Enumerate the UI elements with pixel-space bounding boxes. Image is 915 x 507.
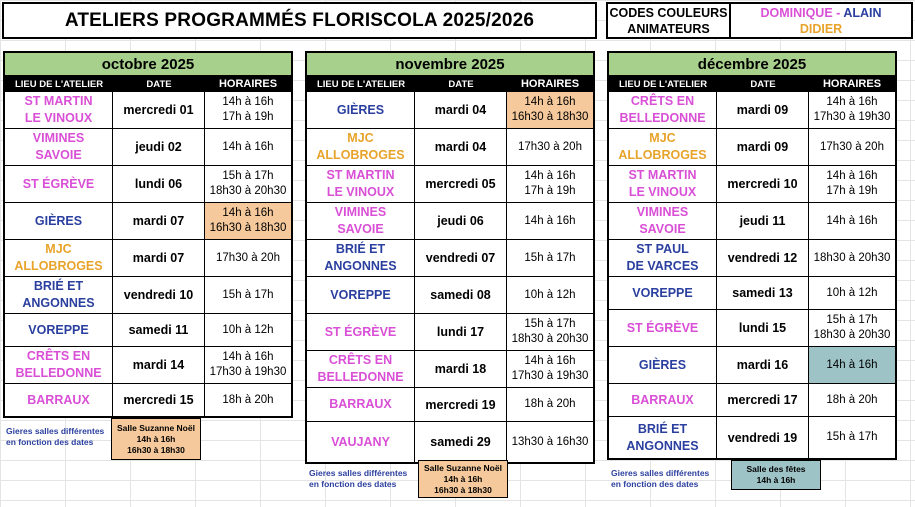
animator-name: - (832, 5, 844, 20)
date-cell: samedi 13 (717, 277, 809, 309)
hours-line: 18h30 à 20h30 (813, 329, 891, 341)
table-row (609, 384, 895, 417)
location-line: ALLOBROGES (14, 259, 103, 273)
room-note-line: 14h à 16h (756, 475, 796, 485)
location-cell (609, 417, 717, 458)
location-line: BARRAUX (329, 397, 392, 411)
location-line: SAVOIE (35, 148, 82, 162)
room-note-line: 16h30 à 18h30 (434, 484, 492, 495)
hours-cell (507, 203, 593, 239)
location-line: MJC (649, 131, 676, 145)
hours-line: 17h à 19h (222, 111, 274, 123)
date-cell: jeudi 11 (717, 203, 809, 239)
hours-line: 10h à 12h (524, 288, 576, 301)
hours-cell (809, 347, 895, 383)
date-cell: lundi 06 (113, 166, 205, 202)
location-cell (307, 203, 415, 239)
location-cell (5, 384, 113, 416)
table-row (307, 240, 593, 277)
location-line: DE VARCES (626, 259, 699, 273)
note-text-line: en fonction des dates (309, 479, 397, 489)
location-cell (5, 314, 113, 346)
hours-line: 14h à 16h (222, 351, 274, 363)
table-row (307, 129, 593, 166)
location-line: VIMINES (32, 131, 85, 145)
table-row (609, 277, 895, 310)
hours-line: 18h30 à 20h30 (511, 333, 589, 345)
column-header-lieu: LIEU DE L'ATELIER (618, 78, 708, 90)
note-text-line: Gieres salles différentes (309, 468, 408, 478)
hours-cell (809, 417, 895, 458)
animators-line1 (760, 5, 881, 21)
hours-line: 15h à 17h (826, 314, 878, 326)
location-line: ANGONNES (22, 296, 95, 310)
location-line: ST ÉGRÈVE (22, 176, 95, 191)
note-text (611, 468, 709, 490)
page-title: ATELIERS PROGRAMMÉS FLORISCOLA 2025/2026 (2, 2, 597, 39)
color-codes-label-line2: ANIMATEURS (627, 21, 710, 36)
column-header-lieu: LIEU DE L'ATELIER (316, 78, 406, 90)
hours-cell (507, 388, 593, 421)
hours-cell (809, 203, 895, 239)
location-line: VIMINES (334, 205, 387, 219)
hours-cell (507, 240, 593, 276)
hours-cell (809, 384, 895, 416)
note-text-line: en fonction des dates (611, 479, 699, 489)
hours-line: 17h à 19h (826, 185, 878, 197)
location-line: ST MARTIN (326, 168, 395, 182)
hours-line: 18h30 à 20h30 (209, 185, 287, 197)
table-row (5, 384, 291, 416)
location-line: MJC (347, 131, 374, 145)
month-table-novembre (305, 51, 595, 464)
location-cell (5, 347, 113, 383)
location-line: ANGONNES (324, 259, 397, 273)
location-line: CRÊTS EN (328, 353, 393, 367)
date-cell: mercredi 17 (717, 384, 809, 416)
location-line: SAVOIE (337, 222, 384, 236)
hours-cell (809, 166, 895, 202)
hours-line: 18h à 20h (222, 393, 274, 406)
hours-line: 14h à 16h (222, 140, 274, 153)
hours-cell (205, 314, 291, 346)
hours-line: 18h à 20h (524, 398, 576, 410)
location-cell (307, 351, 415, 387)
date-cell: mardi 18 (415, 351, 507, 387)
column-headers (307, 76, 593, 92)
location-cell (609, 203, 717, 239)
hours-cell (205, 347, 291, 383)
location-line: ALLOBROGES (316, 148, 405, 162)
column-header-date: DATE (146, 78, 172, 90)
location-line: LE VINOUX (24, 111, 93, 125)
date-cell: mercredi 15 (113, 384, 205, 416)
hours-line: 15h à 17h (826, 431, 878, 443)
location-line: BELLEDONNE (15, 366, 102, 380)
hours-cell (205, 166, 291, 202)
date-cell: mardi 07 (113, 203, 205, 239)
table-row (5, 277, 291, 314)
hours-cell (809, 92, 895, 128)
location-line: SAVOIE (639, 222, 686, 236)
room-note-box (731, 460, 821, 490)
date-cell: vendredi 07 (415, 240, 507, 276)
location-cell (609, 384, 717, 416)
date-cell: vendredi 12 (717, 240, 809, 276)
table-row (5, 240, 291, 277)
location-line: BARRAUX (27, 392, 90, 407)
hours-line: 15h à 17h (222, 288, 274, 301)
hours-line: 17h à 19h (524, 185, 576, 197)
table-row (609, 347, 895, 384)
table-row (5, 92, 291, 129)
month-header: octobre 2025 (5, 53, 291, 76)
hours-cell (809, 129, 895, 165)
date-cell: samedi 08 (415, 277, 507, 313)
date-cell: vendredi 19 (717, 417, 809, 458)
date-cell: mardi 09 (717, 92, 809, 128)
location-cell (5, 240, 113, 276)
location-cell (5, 166, 113, 202)
hours-line: 15h à 17h (222, 170, 274, 182)
location-line: CRÊTS EN (26, 349, 91, 363)
table-row (307, 92, 593, 129)
hours-line: 14h à 16h (826, 358, 878, 371)
location-cell (609, 240, 717, 276)
table-row (609, 129, 895, 166)
column-header-date: DATE (448, 78, 474, 90)
date-cell: lundi 15 (717, 310, 809, 346)
date-cell: mardi 14 (113, 347, 205, 383)
hours-line: 16h30 à 18h30 (209, 222, 287, 234)
hours-cell (507, 351, 593, 387)
date-cell: jeudi 02 (113, 129, 205, 165)
table-row (5, 129, 291, 166)
month-table-decembre (607, 51, 897, 460)
note-text-line: Gieres salles différentes (611, 468, 710, 478)
room-note-line: 16h30 à 18h30 (127, 444, 185, 455)
column-header-horaires: HORAIRES (822, 78, 882, 90)
date-cell: mardi 04 (415, 92, 507, 128)
column-headers (609, 76, 895, 92)
location-cell (609, 347, 717, 383)
animators-legend (731, 2, 913, 39)
note-text (309, 468, 407, 490)
table-row (307, 314, 593, 351)
table-row (307, 166, 593, 203)
hours-cell (809, 277, 895, 309)
location-line: ST MARTIN (628, 168, 697, 182)
table-row (5, 203, 291, 240)
hours-line: 17h30 à 19h30 (813, 111, 891, 123)
hours-line: 16h30 à 18h30 (511, 111, 589, 123)
location-line: ANGONNES (626, 438, 699, 453)
date-cell: mardi 04 (415, 129, 507, 165)
hours-line: 14h à 16h (222, 207, 274, 219)
location-line: VOREPPE (330, 287, 391, 302)
date-cell: mercredi 19 (415, 388, 507, 421)
room-note-box (418, 460, 508, 498)
hours-line: 17h30 à 19h30 (209, 366, 287, 378)
hours-cell (507, 166, 593, 202)
table-row (609, 310, 895, 347)
column-header-horaires: HORAIRES (218, 78, 278, 90)
room-note-line: Salle des fêtes (746, 464, 806, 474)
table-row (5, 166, 291, 203)
hours-line: 15h à 17h (524, 251, 576, 264)
table-row (609, 417, 895, 458)
date-cell: mardi 07 (113, 240, 205, 276)
animators-line2 (800, 21, 842, 37)
location-cell (307, 166, 415, 202)
hours-line: 17h30 à 19h30 (511, 370, 589, 382)
location-line: ST MARTIN (24, 94, 93, 108)
hours-cell (507, 314, 593, 350)
hours-line: 14h à 16h (524, 214, 576, 227)
location-line: ST ÉGRÈVE (324, 324, 397, 339)
hours-line: 14h à 16h (222, 96, 274, 108)
date-cell: mercredi 10 (717, 166, 809, 202)
location-cell (307, 388, 415, 421)
hours-line: 14h à 16h (826, 214, 878, 227)
room-note-line: Salle Suzanne Noël (117, 422, 195, 433)
hours-line: 10h à 12h (222, 323, 274, 336)
location-cell (609, 166, 717, 202)
hours-line: 14h à 16h (826, 96, 878, 108)
animator-name: DOMINIQUE (760, 5, 833, 20)
location-line: CRÊTS EN (630, 94, 695, 108)
hours-line: 14h à 16h (524, 96, 576, 108)
table-row (307, 351, 593, 388)
hours-line: 18h à 20h (826, 393, 878, 406)
column-headers (5, 76, 291, 92)
date-cell: mercredi 05 (415, 166, 507, 202)
location-line: ST ÉGRÈVE (626, 320, 699, 335)
location-line: LE VINOUX (326, 185, 395, 199)
table-row (5, 347, 291, 384)
location-cell (307, 240, 415, 276)
hours-line: 18h30 à 20h30 (813, 251, 891, 264)
table-row (5, 314, 291, 347)
table-row (307, 422, 593, 462)
hours-cell (205, 92, 291, 128)
location-line: VOREPPE (28, 322, 89, 337)
location-cell (307, 277, 415, 313)
table-row (307, 203, 593, 240)
hours-cell (809, 310, 895, 346)
table-row (307, 277, 593, 314)
hours-line: 10h à 12h (826, 286, 878, 299)
column-header-date: DATE (750, 78, 776, 90)
location-cell (5, 277, 113, 313)
location-line: BELLEDONNE (317, 370, 404, 384)
hours-cell (507, 129, 593, 165)
location-cell (307, 92, 415, 128)
date-cell: samedi 11 (113, 314, 205, 346)
date-cell: vendredi 10 (113, 277, 205, 313)
location-cell (307, 422, 415, 462)
location-line: BRIÉ ET (637, 421, 688, 436)
location-line: LE VINOUX (628, 185, 697, 199)
table-row (609, 203, 895, 240)
table-row (609, 166, 895, 203)
column-header-lieu: LIEU DE L'ATELIER (14, 78, 104, 90)
location-cell (609, 310, 717, 346)
hours-cell (205, 129, 291, 165)
hours-line: 14h à 16h (826, 170, 878, 182)
hours-line: 17h30 à 20h (216, 251, 280, 264)
date-cell: samedi 29 (415, 422, 507, 462)
date-cell: mardi 09 (717, 129, 809, 165)
date-cell: jeudi 06 (415, 203, 507, 239)
hours-cell (205, 240, 291, 276)
month-table-octobre (3, 51, 293, 418)
column-header-horaires: HORAIRES (520, 78, 580, 90)
location-cell (5, 92, 113, 128)
hours-cell (507, 277, 593, 313)
location-line: BARRAUX (631, 392, 694, 407)
location-cell (307, 129, 415, 165)
color-codes-label (606, 2, 731, 39)
location-cell (609, 92, 717, 128)
table-row (609, 92, 895, 129)
location-line: ST PAUL (636, 242, 689, 256)
date-cell: lundi 17 (415, 314, 507, 350)
hours-cell (507, 422, 593, 462)
hours-line: 15h à 17h (524, 318, 576, 330)
location-line: ALLOBROGES (618, 148, 707, 162)
location-line: BRIÉ ET (33, 279, 84, 293)
hours-line: 14h à 16h (524, 170, 576, 182)
hours-cell (205, 384, 291, 416)
location-line: MJC (45, 242, 72, 256)
hours-cell (809, 240, 895, 276)
animator-name: DIDIER (799, 21, 843, 36)
month-header: décembre 2025 (609, 53, 895, 76)
month-header: novembre 2025 (307, 53, 593, 76)
hours-line: 13h30 à 16h30 (511, 435, 589, 448)
location-line: GIÈRES (336, 102, 385, 117)
room-note-line: Salle Suzanne Noël (424, 462, 502, 473)
location-line: GIÈRES (34, 213, 83, 228)
note-text-line: Gieres salles différentes (6, 426, 105, 436)
location-cell (5, 203, 113, 239)
location-cell (609, 277, 717, 309)
hours-cell (507, 92, 593, 128)
location-cell (5, 129, 113, 165)
hours-line: 17h30 à 20h (518, 140, 582, 153)
room-note-line: 14h à 16h (443, 473, 483, 484)
location-line: VOREPPE (632, 285, 693, 300)
note-text (6, 426, 104, 448)
date-cell: mercredi 01 (113, 92, 205, 128)
location-line: VIMINES (636, 205, 689, 219)
room-note-box (111, 418, 201, 460)
hours-cell (205, 203, 291, 239)
room-note-line: 14h à 16h (136, 433, 176, 444)
location-line: VAUJANY (331, 434, 390, 449)
hours-line: 17h30 à 20h (820, 140, 884, 153)
location-line: GIÈRES (638, 357, 687, 372)
hours-cell (205, 277, 291, 313)
location-cell (307, 314, 415, 350)
table-row (307, 388, 593, 422)
note-text-line: en fonction des dates (6, 437, 94, 447)
hours-line: 14h à 16h (524, 355, 576, 367)
animator-name: ALAIN (843, 5, 882, 20)
table-row (609, 240, 895, 277)
date-cell: mardi 16 (717, 347, 809, 383)
location-line: BELLEDONNE (619, 111, 706, 125)
location-line: BRIÉ ET (335, 242, 386, 256)
color-codes-label-line1: CODES COULEURS (609, 5, 728, 20)
location-cell (609, 129, 717, 165)
